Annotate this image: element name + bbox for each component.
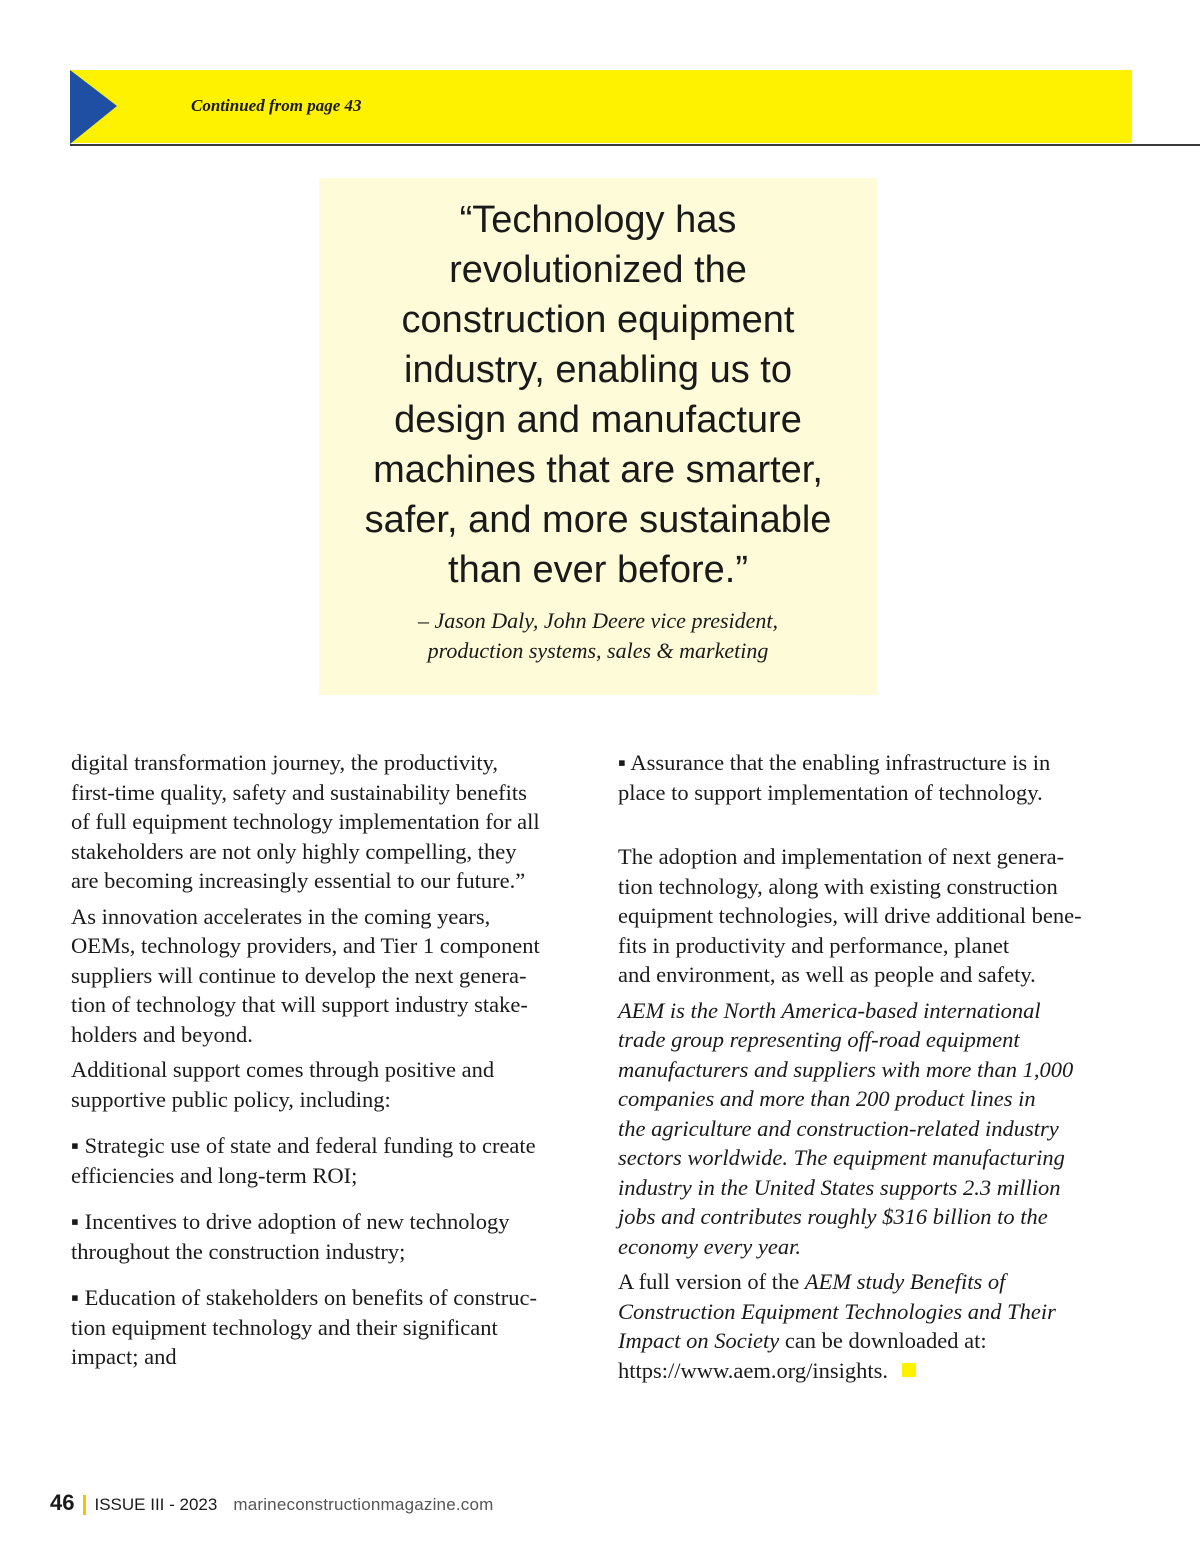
text-line: stakeholders are not only highly compelling, they xyxy=(71,838,517,864)
study-title: Impact on Society xyxy=(618,1328,780,1353)
text-line: sectors worldwide. The equipment manufacturing xyxy=(618,1145,1065,1170)
page-footer xyxy=(50,1490,494,1520)
text-line: ▪ Assurance that the enabling infrastructure is in xyxy=(618,750,1051,775)
text-line: tion of technology that will support industry stake- xyxy=(71,992,528,1017)
text-line: ▪ Strategic use of state and federal funding to create xyxy=(71,1133,536,1158)
study-title: AEM study Benefits of xyxy=(804,1269,1006,1294)
quote-line: revolutionized the xyxy=(449,249,747,291)
text-line xyxy=(618,1356,1133,1386)
page-number: 46 xyxy=(50,1490,75,1515)
text-line: tion technology, along with existing construction xyxy=(618,873,1058,899)
text-line: jobs and contributes roughly $316 billion to the xyxy=(618,1204,1048,1229)
text-line: holders and beyond. xyxy=(71,1021,253,1047)
bullet-item xyxy=(71,1131,586,1190)
text-line: ▪ Education of stakeholders on benefits of construc- xyxy=(71,1285,537,1310)
text-line: fits in productivity and performance, planet xyxy=(618,932,1010,958)
text-line: impact; and xyxy=(71,1344,177,1369)
pull-quote-text xyxy=(319,195,877,595)
text-line: efficiencies and long-term ROI; xyxy=(71,1162,358,1188)
website-label: marineconstructionmagazine.com xyxy=(233,1495,494,1514)
text-line: of full equipment technology implementation for all xyxy=(71,809,540,834)
text-line: economy every year. xyxy=(618,1233,802,1259)
text-line: the agriculture and construction-related industry xyxy=(618,1115,1059,1141)
header-rule xyxy=(70,144,1200,146)
footer-divider xyxy=(83,1495,86,1515)
quote-line: design and manufacture xyxy=(394,399,802,441)
text-line: supportive public policy, including: xyxy=(71,1086,391,1112)
text-line: place to support implementation of technology. xyxy=(618,779,1043,805)
continued-from-label: Continued from page 43 xyxy=(191,96,362,115)
quote-line: construction equipment xyxy=(401,299,795,341)
text-line: trade group representing off-road equipment xyxy=(618,1027,1020,1052)
text-line: industry in the United States supports 2.3 million xyxy=(618,1174,1061,1200)
text-line: are becoming increasingly essential to our future.” xyxy=(71,868,526,893)
quote-line: machines that are smarter, xyxy=(373,449,823,491)
about-aem-paragraph xyxy=(618,996,1133,1262)
end-mark-icon xyxy=(902,1363,916,1377)
quote-line: industry, enabling us to xyxy=(404,349,792,391)
closing-paragraph xyxy=(618,1267,1133,1385)
text-line: AEM is the North America-based international xyxy=(618,997,1041,1023)
text-line: digital transformation journey, the productivity, xyxy=(71,750,498,775)
attribution-line: – Jason Daly, John Deere vice president, xyxy=(417,608,779,633)
issue-label: ISSUE III - 2023 xyxy=(94,1495,218,1514)
text-line: The adoption and implementation of next genera- xyxy=(618,844,1065,869)
text-line: OEMs, technology providers, and Tier 1 component xyxy=(71,933,540,958)
right-column xyxy=(618,748,1133,1385)
text-line: tion equipment technology and their significant xyxy=(71,1314,498,1340)
bullet-item xyxy=(71,1283,586,1372)
left-column xyxy=(71,748,586,1372)
text-line: Additional support comes through positive and xyxy=(71,1057,495,1082)
insights-link[interactable]: https://www.aem.org/insights. xyxy=(618,1357,888,1383)
text-run: A full version of the xyxy=(618,1269,805,1294)
study-title: Construction Equipment Technologies and Their xyxy=(618,1298,1056,1324)
quote-line: safer, and more sustainable xyxy=(364,499,832,541)
banner-arrow-icon xyxy=(70,70,117,144)
text-run: can be downloaded at: xyxy=(779,1328,987,1353)
text-line xyxy=(618,1326,1133,1356)
text-line: first-time quality, safety and sustainability benefits xyxy=(71,779,527,805)
attribution-line: production systems, sales & marketing xyxy=(427,637,769,663)
text-line: suppliers will continue to develop the next genera- xyxy=(71,962,527,988)
paragraph xyxy=(618,842,1133,990)
text-line: companies and more than 200 product lines in xyxy=(618,1086,1036,1111)
quote-attribution xyxy=(319,606,877,665)
text-line: As innovation accelerates in the coming years, xyxy=(71,903,491,929)
text-line: and environment, as well as people and safety. xyxy=(618,962,1036,987)
bullet-item xyxy=(71,1207,586,1266)
paragraph xyxy=(71,1055,586,1114)
paragraph xyxy=(71,748,586,896)
text-line: throughout the construction industry; xyxy=(71,1238,406,1264)
quote-line: “Technology has xyxy=(459,199,737,241)
paragraph xyxy=(71,902,586,1050)
quote-line: than ever before.” xyxy=(448,549,748,591)
text-line: manufacturers and suppliers with more than 1,000 xyxy=(618,1056,1074,1082)
text-line: equipment technologies, will drive additional bene- xyxy=(618,903,1082,928)
text-line xyxy=(618,1267,1133,1297)
text-line: ▪ Incentives to drive adoption of new technology xyxy=(71,1209,510,1234)
bullet-item xyxy=(618,748,1133,807)
